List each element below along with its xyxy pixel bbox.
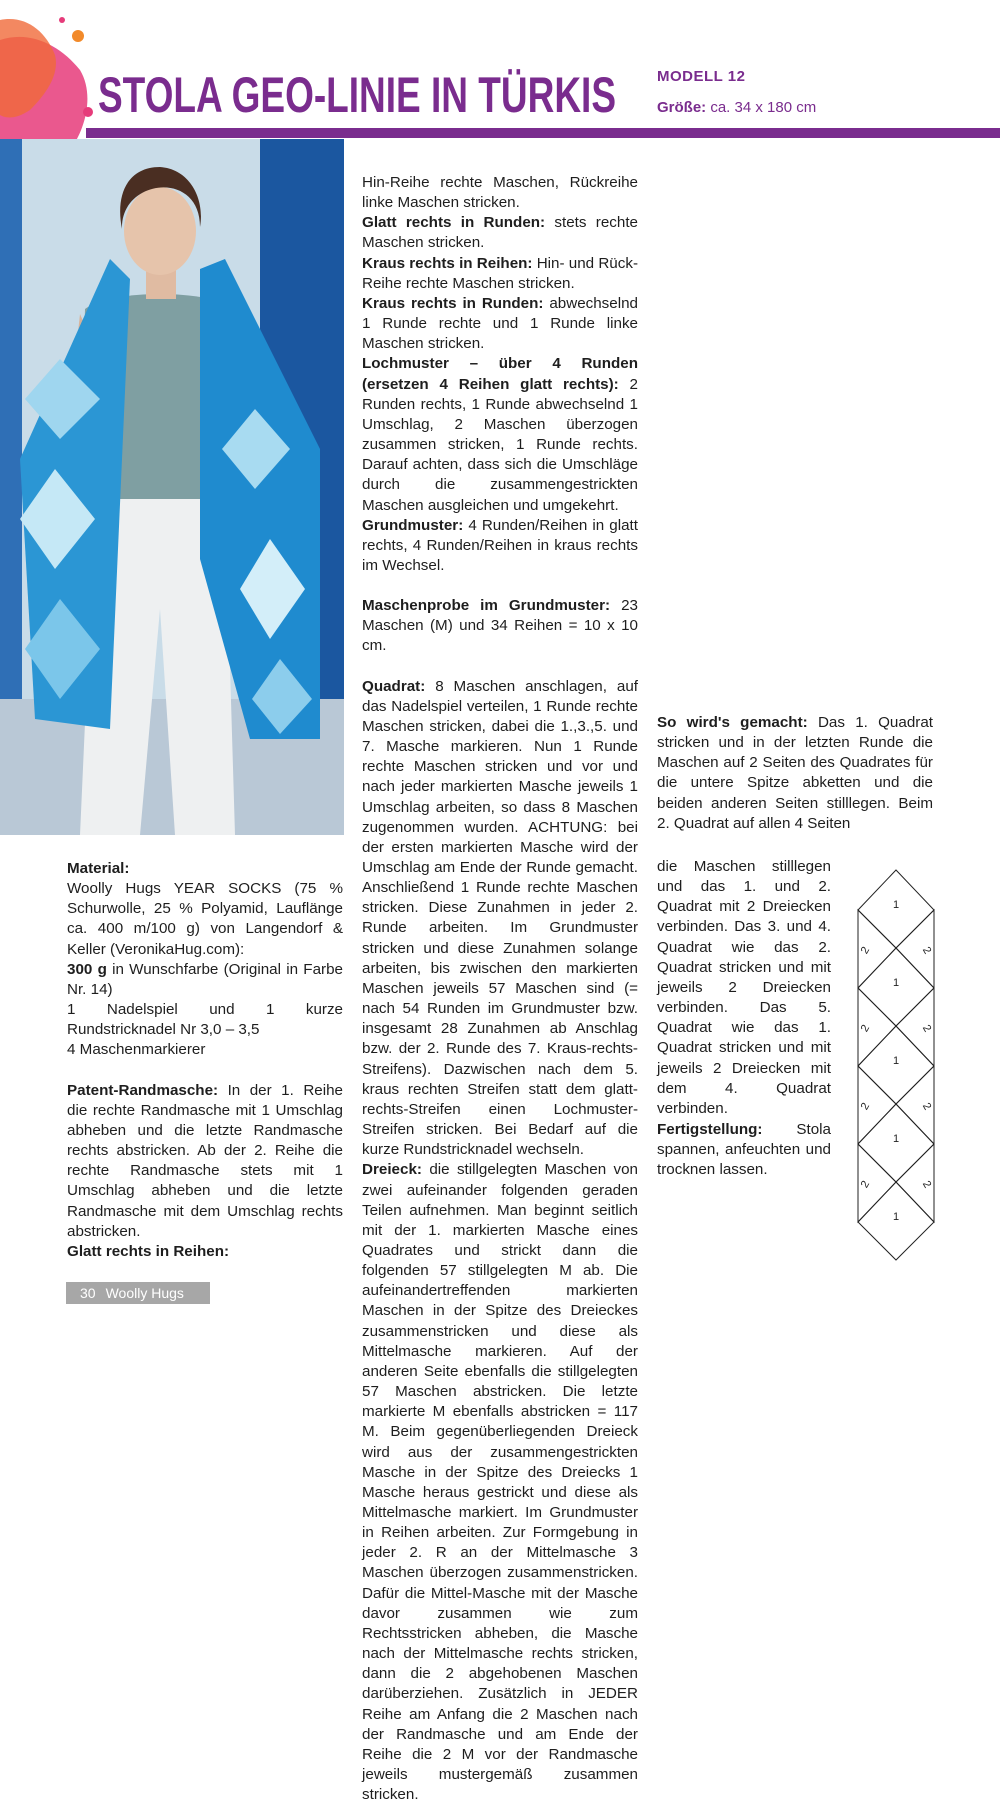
section-label: Maschenprobe im Grundmuster: <box>362 597 611 615</box>
triangle-label: 2 <box>858 1100 873 1113</box>
material-markers: 4 Maschenmarkierer <box>67 1041 206 1059</box>
page-number: 30 <box>80 1285 96 1301</box>
column-middle <box>362 173 638 1805</box>
section-glatt-reihen-label <box>67 1242 343 1262</box>
triangle-label: 2 <box>858 1178 873 1191</box>
material-heading: Material: <box>67 860 130 877</box>
section-text: abwechselnd 1 Runde rechte und 1 Runde linke Maschen stricken. <box>362 294 638 353</box>
section-label: Kraus rechts in Runden: <box>362 294 544 312</box>
section-label: So wird's gemacht: <box>657 714 808 731</box>
section-text: 4 Runden/Reihen in glatt rechts, 4 Runden/Reihen in kraus rechts im Wechsel. <box>362 516 638 574</box>
section-text: 8 Maschen anschlagen, auf das Nadelspiel verteilen, 1 Runde rechte Maschen stricken, dabei die 1.,3.,5. und 7. Masche markieren. Nun 1 Runde rechte Maschen stricken und vor und nach jeder markierten Masche jeweils 1 Umschlag arbeiten, so dass 8 Maschen zugenommen wurden. ACHTUNG: bei der ersten markierten Masche wird der Umschlag am Ende der Runde gemacht. Anschließend 1 Runde rechte Maschen stricken. Diese Zunahmen in jeder 2. Runde arbeiten. Im Grundmuster stricken und diese Zunahmen solange arbeiten, bis zwischen den markierten Maschen jeweils 57 Maschen sind (= nach 54 Runden im Grundmuster bzw. insgesamt 28 Zunahmen ab Anschlag bzw. der 2. Runde des 7. Kraus-rechts-Streifens). Dazwischen nach dem 5. kraus rechten Streifen statt dem glatt-rechts-Streifen einen Lochmuster-Streifen stricken. Bei Bedarf auf die kurze Rundstricknadel wechseln. <box>362 677 638 1159</box>
section-kraus-reihen <box>362 254 638 294</box>
size-label: Größe: <box>657 99 707 116</box>
section-text: 23 Maschen (M) und 34 Reihen = 10 x 10 cm. <box>362 597 638 655</box>
section-grundmuster <box>362 516 638 576</box>
section-label: Kraus rechts in Reihen: <box>362 254 533 272</box>
section-label: Fertigstellung: <box>657 1121 763 1138</box>
section-maschenprobe <box>362 596 638 656</box>
stole-photo-illustration <box>0 139 344 835</box>
section-text: 2 Runden rechts, 1 Runde abwechselnd 1 Umschlag, 2 Maschen überzogen zusammen stricken, 1 Runde rechts. Darauf achten, dass sich die Umschläge durch die zusammengestrickten Maschen ausgleichen und umgekehrt. <box>362 375 638 514</box>
model-number: MODELL 12 <box>657 68 746 85</box>
triangle-label: 2 <box>919 1022 934 1035</box>
column-right-narrow <box>657 857 831 1119</box>
section-label: Quadrat: <box>362 677 426 695</box>
size-value: ca. 34 x 180 cm <box>710 99 817 116</box>
section-label: Lochmuster – über 4 Runden (ersetzen 4 Reihen glatt rechts): <box>362 355 638 393</box>
section-quadrat <box>362 677 638 1161</box>
section-sowirds-continued: die Maschen stilllegen und das 1. und 2. Quadrat mit 2 Dreiecken verbinden. Das 3. und 4. Quadrat wie das 2. Quadrat stricken und mit jeweils 2 Dreiecken verbinden. Das 5. Quadrat wie das 1. Quadrat stricken und mit jeweils 2 Dreiecken mit dem 4. Quadrat verbinden. <box>657 858 831 1117</box>
column-left <box>67 859 343 1262</box>
triangle-label: 2 <box>919 944 934 957</box>
section-text: Hin- und Rück-Reihe rechte Maschen stricken. <box>362 254 639 292</box>
section-label: Dreieck: <box>362 1161 422 1179</box>
triangle-label: 2 <box>919 1100 934 1113</box>
triangle-label: 2 <box>858 1022 873 1035</box>
page-footer <box>66 1282 210 1304</box>
square-label: 1 <box>892 899 900 911</box>
section-fertig <box>657 1120 831 1180</box>
section-label: Glatt rechts in Runden: <box>362 214 546 232</box>
size-info <box>657 99 816 116</box>
material-amount: 300 g <box>67 960 107 978</box>
square-label: 1 <box>892 1211 900 1223</box>
section-glatt-runden <box>362 213 638 253</box>
section-text: die stillgelegten Maschen von zwei aufeinander folgenden geraden Teilen aufnehmen. Man beginnt seitlich mit der 1. markierten Masche eines Quadrates und strickt dann die folgenden 57 stillgelegten M ab. Die aufeinandertreffenden markierten Maschen in der Spitze des Dreieckes zusammenstricken und diese als Mittelmasche markieren. Auf der anderen Seite ebenfalls die stillgelegten 57 Maschen abstricken. Die letzte markierte M ebenfalls abstricken = 117 M. Beim gegenüberliegenden Dreieck wird aus der zusammengestrickten Masche in der Spitze des Dreiecks 1 Masche heraus gestrickt und diese als Mittelmasche markiert. Im Grundmuster in Reihen arbeiten. Zur Formgebung in jeder 2. R an der Mittelmasche 3 Maschen überzogen zusammenstricken. Dafür die Mittel-Masche mit der Masche davor zusammen wie zum Rechtsstricken abheben, die Masche nach der Mittelmasche rechts stricken, dann die 2 abgehobenen Maschen darüberziehen. Zusätzlich in JEDER Reihe am Anfang die 2 Maschen nach der Randmasche und am Ende der Reihe die 2 M vor der Randmasche jeweils mustergemäß zusammen stricken. <box>362 1161 638 1804</box>
square-label: 1 <box>892 977 900 989</box>
material-needles: 1 Nadelspiel und 1 kurze Rundstricknadel Nr 3,0 – 3,5 <box>67 1001 343 1039</box>
column-right <box>657 173 933 834</box>
section-sowirds <box>657 713 933 834</box>
section-dreieck <box>362 1160 638 1805</box>
section-text: stets rechte Maschen stricken. <box>362 214 638 252</box>
square-label: 1 <box>892 1133 900 1145</box>
section-label: Glatt rechts in Reihen: <box>67 1242 230 1260</box>
assembly-schema <box>848 860 948 1260</box>
square-label: 1 <box>892 1055 900 1067</box>
column-right-end <box>657 1120 831 1180</box>
header-rule <box>86 128 1000 138</box>
material-color: in Wunschfarbe (Original in Farbe Nr. 14) <box>67 960 343 998</box>
section-text: Stola spannen, anfeuchten und trocknen lassen. <box>657 1121 831 1179</box>
material-yarn: Woolly Hugs YEAR SOCKS (75 % Schurwolle, 25 % Polyamid, Lauflänge ca. 400 m/100 g) von Langendorf & Keller (VeronikaHug.com): <box>67 880 343 958</box>
section-lochmuster <box>362 354 638 515</box>
footer-brand: Woolly Hugs <box>105 1285 184 1301</box>
model-photo <box>0 139 344 835</box>
triangle-label: 2 <box>858 944 873 957</box>
page-title: STOLA GEO-LINIE IN TÜRKIS <box>98 67 617 123</box>
section-glatt-reihen-text: Hin-Reihe rechte Maschen, Rückreihe linke Maschen stricken. <box>362 174 638 212</box>
section-label: Grundmuster: <box>362 516 464 534</box>
dreieck-continuation-space <box>657 173 933 713</box>
section-text: Das 1. Quadrat stricken und in der letzten Runde die Maschen auf 2 Seiten des Quadrates für die untere Spitze abketten und die beiden anderen Seiten stilllegen. Beim 2. Quadrat auf allen 4 Seiten <box>657 714 933 832</box>
section-patent <box>67 1081 343 1242</box>
section-label: Patent-Randmasche: <box>67 1081 219 1099</box>
triangle-label: 2 <box>919 1178 934 1191</box>
section-kraus-runden <box>362 294 638 354</box>
section-text: In der 1. Reihe die rechte Randmasche mit 1 Umschlag abheben und die letzte Randmasche rechts abstricken. Ab der 2. Reihe die rechte Randmasche stets mit 1 Umschlag abheben und die letzte Randmasche mit dem Umschlag rechts abstricken. <box>67 1081 343 1240</box>
